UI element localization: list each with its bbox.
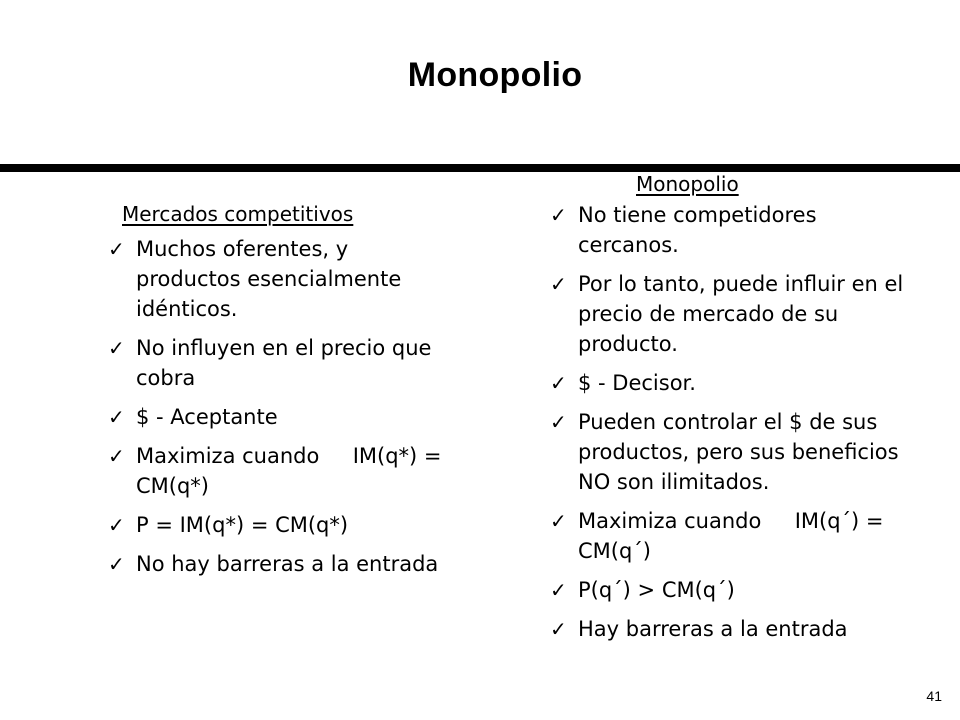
check-mark-icon: ✓ (108, 444, 125, 468)
monopoly-list (550, 200, 910, 644)
check-mark-icon: ✓ (550, 272, 567, 296)
competitive-markets-column (108, 202, 458, 588)
check-mark-icon: ✓ (108, 405, 125, 429)
list-item (108, 441, 458, 501)
check-mark-icon: ✓ (550, 617, 567, 641)
list-item-text: Maximiza cuando IM(q´) = CM(q´) (578, 509, 891, 563)
list-item-text: $ - Decisor. (578, 371, 696, 395)
title-divider (0, 164, 960, 172)
check-mark-icon: ✓ (550, 509, 567, 533)
page-number: 41 (926, 688, 942, 704)
list-item (550, 506, 910, 566)
list-item (108, 333, 458, 393)
list-item-text: Maximiza cuando IM(q*) = CM(q*) (136, 444, 449, 498)
list-item-text: Pueden controlar el $ de sus productos, pero sus beneficios NO son ilimitados. (578, 410, 899, 494)
list-item (550, 575, 910, 605)
check-mark-icon: ✓ (108, 513, 125, 537)
list-item (108, 549, 458, 579)
check-mark-icon: ✓ (550, 371, 567, 395)
list-item-text: No hay barreras a la entrada (136, 552, 439, 576)
list-item (108, 234, 458, 324)
competitive-markets-list (108, 234, 458, 579)
list-item (108, 402, 458, 432)
list-item-text: Muchos oferentes, y productos esencialmente idénticos. (136, 237, 402, 321)
monopoly-heading: Monopolio (636, 172, 739, 196)
list-item-text: $ - Aceptante (136, 405, 278, 429)
list-item-text: No tiene competidores cercanos. (578, 203, 817, 257)
list-item (550, 269, 910, 359)
list-item-text: No influyen en el precio que cobra (136, 336, 432, 390)
check-mark-icon: ✓ (550, 410, 567, 434)
list-item (550, 200, 910, 260)
slide-title: Monopolio (407, 56, 583, 94)
list-item-text: P = IM(q*) = CM(q*) (136, 513, 349, 537)
list-item (550, 368, 910, 398)
check-mark-icon: ✓ (108, 336, 125, 360)
monopoly-column (550, 172, 910, 653)
list-item (550, 614, 910, 644)
list-item-text: Hay barreras a la entrada (578, 617, 848, 641)
list-item-text: P(q´) > CM(q´) (578, 578, 735, 602)
list-item-text: Por lo tanto, puede influir en el precio de mercado de su producto. (578, 272, 904, 356)
list-item (550, 407, 910, 497)
check-mark-icon: ✓ (550, 203, 567, 227)
list-item (108, 510, 458, 540)
competitive-markets-heading: Mercados competitivos (122, 202, 354, 226)
check-mark-icon: ✓ (108, 552, 125, 576)
check-mark-icon: ✓ (550, 578, 567, 602)
check-mark-icon: ✓ (108, 237, 125, 261)
